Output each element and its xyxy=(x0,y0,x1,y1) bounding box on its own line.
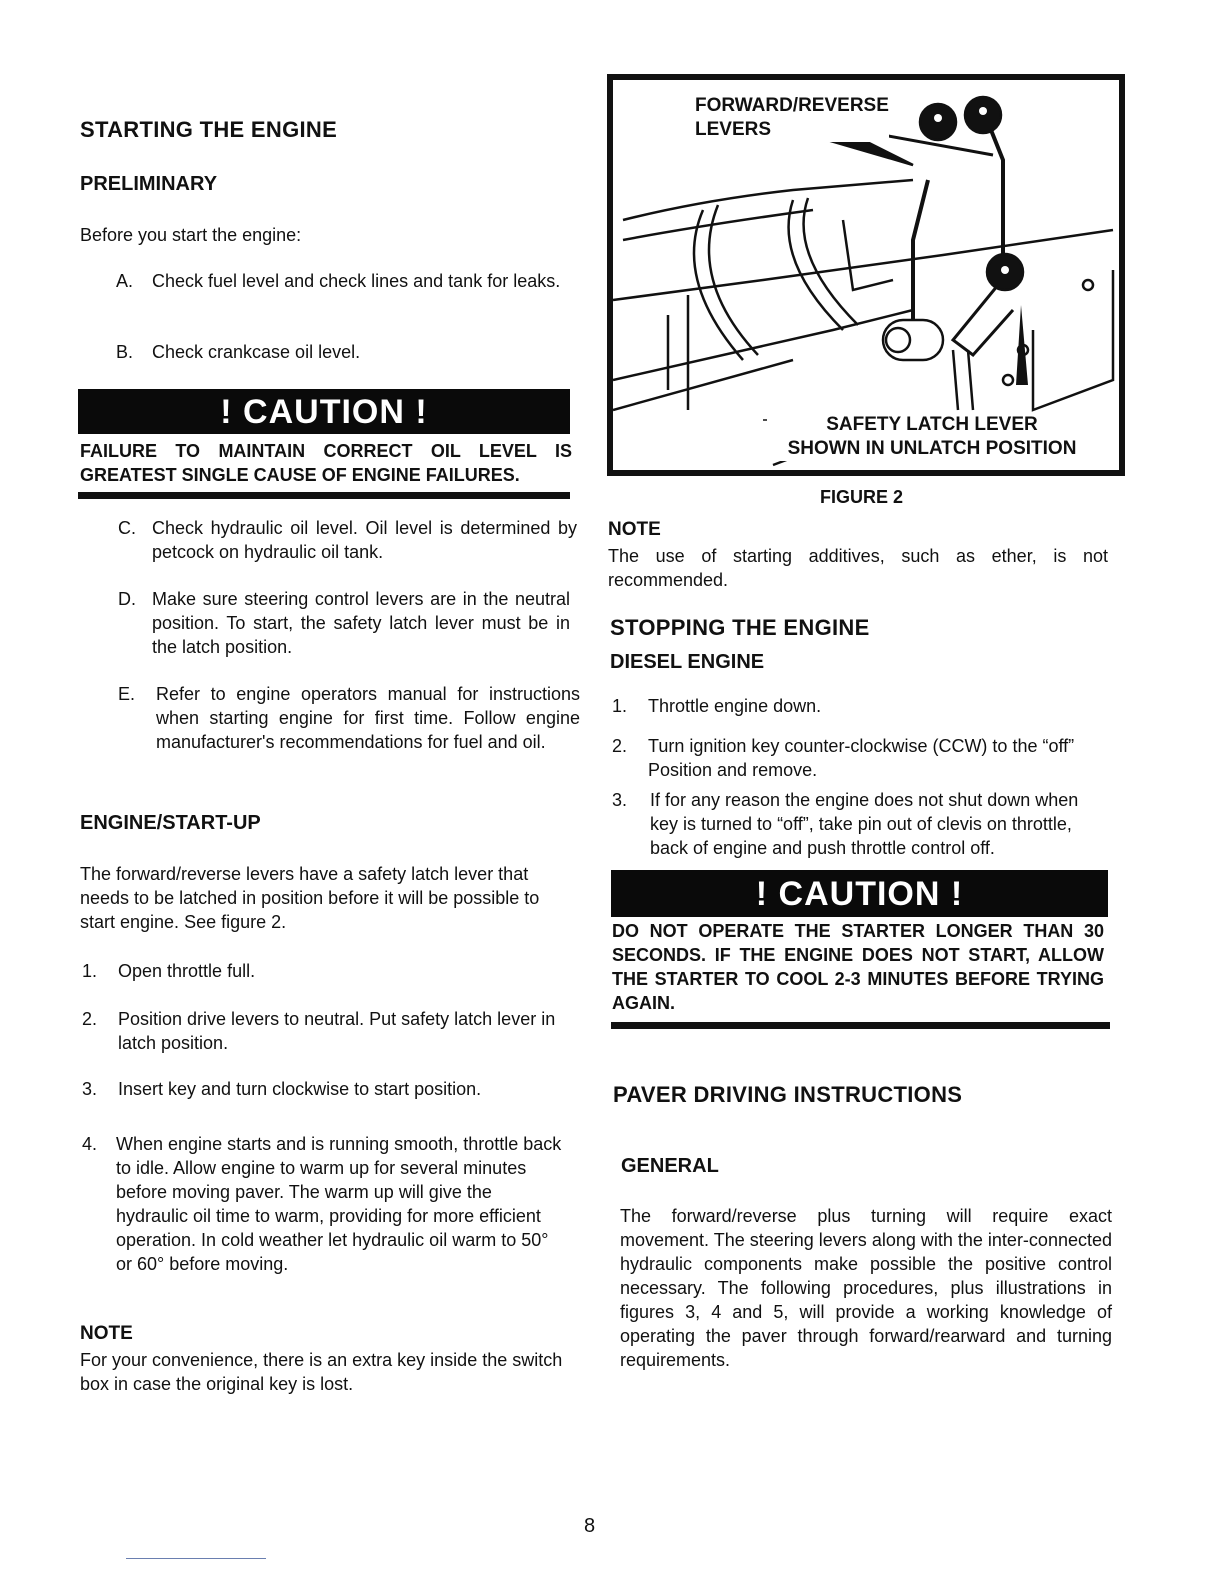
item-label: E. xyxy=(118,684,136,704)
note-text: The use of starting additives, such as ether, is not recommended. xyxy=(608,546,1108,590)
item-text: Check crankcase oil level. xyxy=(152,342,361,362)
label-line: FORWARD/REVERSE xyxy=(695,95,889,116)
step-label: 1. xyxy=(82,961,98,981)
figure-label-safety-latch xyxy=(767,413,1097,461)
step-text: Open throttle full. xyxy=(118,961,256,981)
step-text: Position drive levers to neutral. Put safety latch lever in latch position. xyxy=(118,1009,556,1053)
caution-text: FAILURE TO MAINTAIN CORRECT OIL LEVEL IS GREATEST SINGLE CAUSE OF ENGINE FAILURES. xyxy=(80,441,572,485)
heading-preliminary: PRELIMINARY xyxy=(80,173,218,195)
label-line: SHOWN IN UNLATCH POSITION xyxy=(787,438,1077,459)
step-label: 2. xyxy=(612,736,628,756)
heading-engine-startup: ENGINE/START-UP xyxy=(80,812,261,834)
preliminary-intro: Before you start the engine: xyxy=(80,225,302,245)
step-text: Throttle engine down. xyxy=(648,696,822,716)
label-line: LEVERS xyxy=(695,119,772,140)
footer-line xyxy=(126,1558,266,1559)
note-text: For your convenience, there is an extra key inside the switch box in case the original key is lost. xyxy=(80,1350,563,1394)
figure-2-illustration xyxy=(607,74,1125,476)
step-label: 4. xyxy=(82,1134,98,1154)
item-text: Check fuel level and check lines and tank for leaks. xyxy=(152,271,561,291)
note-heading: NOTE xyxy=(80,1323,133,1344)
caution-text: DO NOT OPERATE THE STARTER LONGER THAN 30 SECONDS. IF THE ENGINE DOES NOT START, ALLOW THE STARTER TO COOL 2-3 MINUTES BEFORE TRYING AGAIN. xyxy=(612,921,1104,1013)
section-title-paver-driving: PAVER DRIVING INSTRUCTIONS xyxy=(613,1082,963,1107)
page-number: 8 xyxy=(584,1515,596,1537)
caution-banner: ! CAUTION ! xyxy=(611,870,1108,917)
figure-label-levers xyxy=(695,94,889,142)
step-text: Insert key and turn clockwise to start position. xyxy=(118,1079,482,1099)
item-text: Check hydraulic oil level. Oil level is determined by petcock on hydraulic oil tank. xyxy=(152,518,577,562)
divider xyxy=(78,492,570,499)
heading-diesel-engine: DIESEL ENGINE xyxy=(610,651,765,673)
item-label: D. xyxy=(118,589,136,609)
step-label: 3. xyxy=(612,790,628,810)
section-title-starting-engine: STARTING THE ENGINE xyxy=(80,117,338,142)
item-label: A. xyxy=(116,271,134,291)
heading-general: GENERAL xyxy=(621,1155,719,1177)
note-heading: NOTE xyxy=(608,519,661,540)
item-text: Refer to engine operators manual for instructions when starting engine for first time. Follow engine manufacturer's recommendations for fuel and oil. xyxy=(156,684,580,752)
step-text: Turn ignition key counter-clockwise (CCW) to the “off” Position and remove. xyxy=(648,736,1075,780)
step-text: When engine starts and is running smooth, throttle back to idle. Allow engine to warm up for several minutes before moving paver. The warm up will give the hydraulic oil time to warm, providing for more efficient operation. In cold weather let hydraulic oil warm to 50° or 60° before moving. xyxy=(116,1134,562,1274)
caution-banner: ! CAUTION ! xyxy=(78,389,570,434)
startup-paragraph: The forward/reverse levers have a safety latch lever that needs to be latched in position before it will be possible to start engine. See figure 2. xyxy=(80,864,540,932)
label-line: SAFETY LATCH LEVER xyxy=(826,414,1038,435)
item-label: C. xyxy=(118,518,136,538)
step-label: 3. xyxy=(82,1079,98,1099)
step-text: If for any reason the engine does not shut down when key is turned to “off”, take pin out of clevis on throttle, back of engine and push throttle control off. xyxy=(650,790,1079,858)
figure-caption: FIGURE 2 xyxy=(820,487,904,507)
section-title-stopping-engine: STOPPING THE ENGINE xyxy=(610,615,870,640)
step-label: 1. xyxy=(612,696,628,716)
item-label: B. xyxy=(116,342,134,362)
divider xyxy=(611,1022,1110,1029)
step-label: 2. xyxy=(82,1009,98,1029)
item-text: Make sure steering control levers are in the neutral position. To start, the safety latch lever must be in the latch position. xyxy=(152,589,570,657)
paver-paragraph: The forward/reverse plus turning will require exact movement. The steering levers along with the inter-connected hydraulic components make possible the positive control necessary. The following procedures, plus illustrations in figures 3, 4 and 5, will provide a working knowledge of operating the paver through forward/rearward and turning requirements. xyxy=(620,1206,1112,1370)
